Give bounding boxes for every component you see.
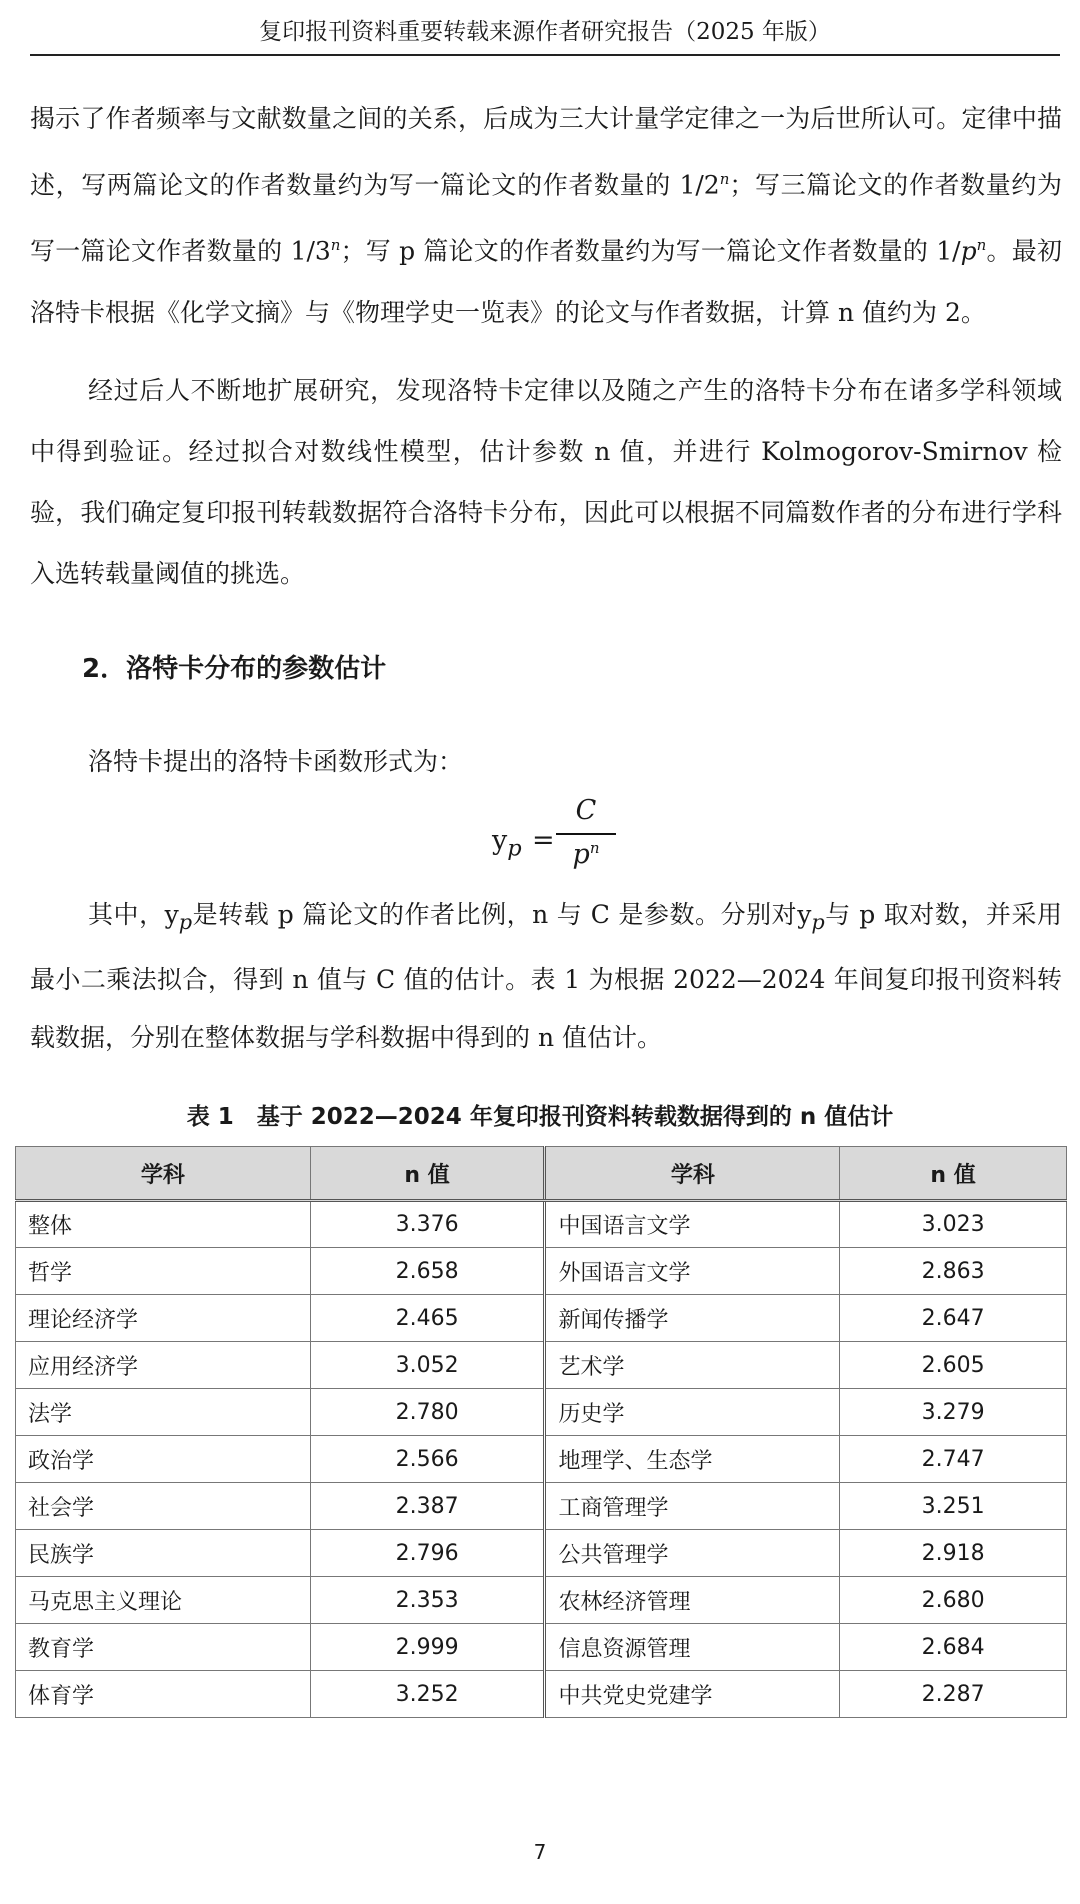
- table-row: [16, 1295, 1067, 1342]
- table-row: [16, 1389, 1067, 1436]
- table-row: [16, 1624, 1067, 1671]
- subject-cell: 民族学: [16, 1530, 311, 1577]
- subject-cell: 应用经济学: [16, 1342, 311, 1389]
- n-value-cell: 2.684: [840, 1624, 1067, 1671]
- subject-cell: 教育学: [16, 1624, 311, 1671]
- table-caption: 表 1 基于 2022—2024 年复印报刊资料转载数据得到的 n 值估计: [186, 1104, 894, 1130]
- n-value-cell: 2.780: [310, 1389, 545, 1436]
- n-value-cell: 2.566: [310, 1436, 545, 1483]
- n-value-cell: 2.465: [310, 1295, 545, 1342]
- n-value-cell: 3.023: [840, 1201, 1067, 1248]
- table-header-row: [16, 1147, 1067, 1201]
- subject-cell: 历史学: [545, 1389, 840, 1436]
- n-value-table: [15, 1146, 1067, 1718]
- subject-cell: 社会学: [16, 1483, 311, 1530]
- header-subject-right: 学科: [545, 1147, 840, 1201]
- n-value-cell: 2.918: [840, 1530, 1067, 1577]
- n-value-cell: 3.252: [310, 1671, 545, 1718]
- subject-cell: 体育学: [16, 1671, 311, 1718]
- subject-cell: 法学: [16, 1389, 311, 1436]
- n-value-cell: 2.680: [840, 1577, 1067, 1624]
- paragraph-validation: 经过后人不断地扩展研究，发现洛特卡定律以及随之产生的洛特卡分布在诸多学科领域中得到验证。经过拟合对数线性模型，估计参数 n 值，并进行 Kolmogorov-Smirnov 检验，我们确定复印报刊转载数据符合洛特卡分布，因此可以根据不同篇数作者的分布进行学科入选转载量阈值的挑选。: [30, 376, 1062, 588]
- n-value-cell: 2.605: [840, 1342, 1067, 1389]
- n-value-cell: 2.287: [840, 1671, 1067, 1718]
- n-value-cell: 2.863: [840, 1248, 1067, 1295]
- running-header: 复印报刊资料重要转载来源作者研究报告（2025 年版）: [30, 10, 1060, 56]
- paragraph-estimation: 其中，$y_p$是转载 p 篇论文的作者比例，n 与 C 是参数。分别对$y_p$与 p 取对数，并采用最小二乘法拟合，得到 n 值与 C 值的估计。表 1 为根据 2022—2024 年间复印报刊资料转载数据，分别在整体数据与学科数据中得到的 n 值估计。: [30, 900, 1063, 1052]
- formula-lhs: $y_p$: [492, 825, 522, 862]
- n-value-cell: 2.387: [310, 1483, 545, 1530]
- table-row: [16, 1671, 1067, 1718]
- subject-cell: 外国语言文学: [545, 1248, 840, 1295]
- formula-denominator: $p^n$: [572, 839, 600, 870]
- n-value-cell: 2.353: [310, 1577, 545, 1624]
- n-value-cell: 3.052: [310, 1342, 545, 1389]
- page-number: 7: [533, 1840, 547, 1864]
- subject-cell: 信息资源管理: [545, 1624, 840, 1671]
- subject-cell: 中国语言文学: [545, 1201, 840, 1248]
- table-row: [16, 1436, 1067, 1483]
- table-row: [16, 1577, 1067, 1624]
- n-value-cell: 2.658: [310, 1248, 545, 1295]
- formula-intro-text: 洛特卡提出的洛特卡函数形式为：: [88, 747, 464, 776]
- table-row: [16, 1248, 1067, 1295]
- n-value-cell: 2.747: [840, 1436, 1067, 1483]
- subject-cell: 公共管理学: [545, 1530, 840, 1577]
- subject-cell: 哲学: [16, 1248, 311, 1295]
- formula-fraction: [556, 795, 616, 870]
- formula-equals: =: [532, 825, 555, 856]
- table-row: [16, 1342, 1067, 1389]
- subject-cell: 艺术学: [545, 1342, 840, 1389]
- section-heading: 2．洛特卡分布的参数估计: [82, 654, 387, 684]
- subject-cell: 工商管理学: [545, 1483, 840, 1530]
- paragraph-lotka-law: 揭示了作者频率与文献数量之间的关系，后成为三大计量学定律之一为后世所认可。定律中描述，写两篇论文的作者数量约为写一篇论文的作者数量的 1/2$^n$；写三篇论文的作者数量约为写一篇论文作者数量的 1/3$^n$；写 p 篇论文的作者数量约为写一篇论文作者数量的 $1/p^n$。最初洛特卡根据《化学文摘》与《物理学史一览表》的论文与作者数据，计算 n 值约为 2。: [30, 104, 1062, 327]
- n-value-cell: 2.796: [310, 1530, 545, 1577]
- subject-cell: 理论经济学: [16, 1295, 311, 1342]
- header-subject-left: 学科: [16, 1147, 311, 1201]
- n-value-cell: 2.647: [840, 1295, 1067, 1342]
- subject-cell: 新闻传播学: [545, 1295, 840, 1342]
- table-row: [16, 1483, 1067, 1530]
- n-value-cell: 3.279: [840, 1389, 1067, 1436]
- subject-cell: 政治学: [16, 1436, 311, 1483]
- subject-cell: 中共党史党建学: [545, 1671, 840, 1718]
- subject-cell: 马克思主义理论: [16, 1577, 311, 1624]
- subject-cell: 地理学、生态学: [545, 1436, 840, 1483]
- table-row: [16, 1530, 1067, 1577]
- header-n-left: n 值: [310, 1147, 545, 1201]
- header-n-right: n 值: [840, 1147, 1067, 1201]
- subject-cell: 农林经济管理: [545, 1577, 840, 1624]
- subject-cell: 整体: [16, 1201, 311, 1248]
- n-value-cell: 3.376: [310, 1201, 545, 1248]
- table-row: [16, 1201, 1067, 1248]
- formula-numerator: C: [575, 795, 597, 826]
- n-value-cell: 2.999: [310, 1624, 545, 1671]
- n-value-cell: 3.251: [840, 1483, 1067, 1530]
